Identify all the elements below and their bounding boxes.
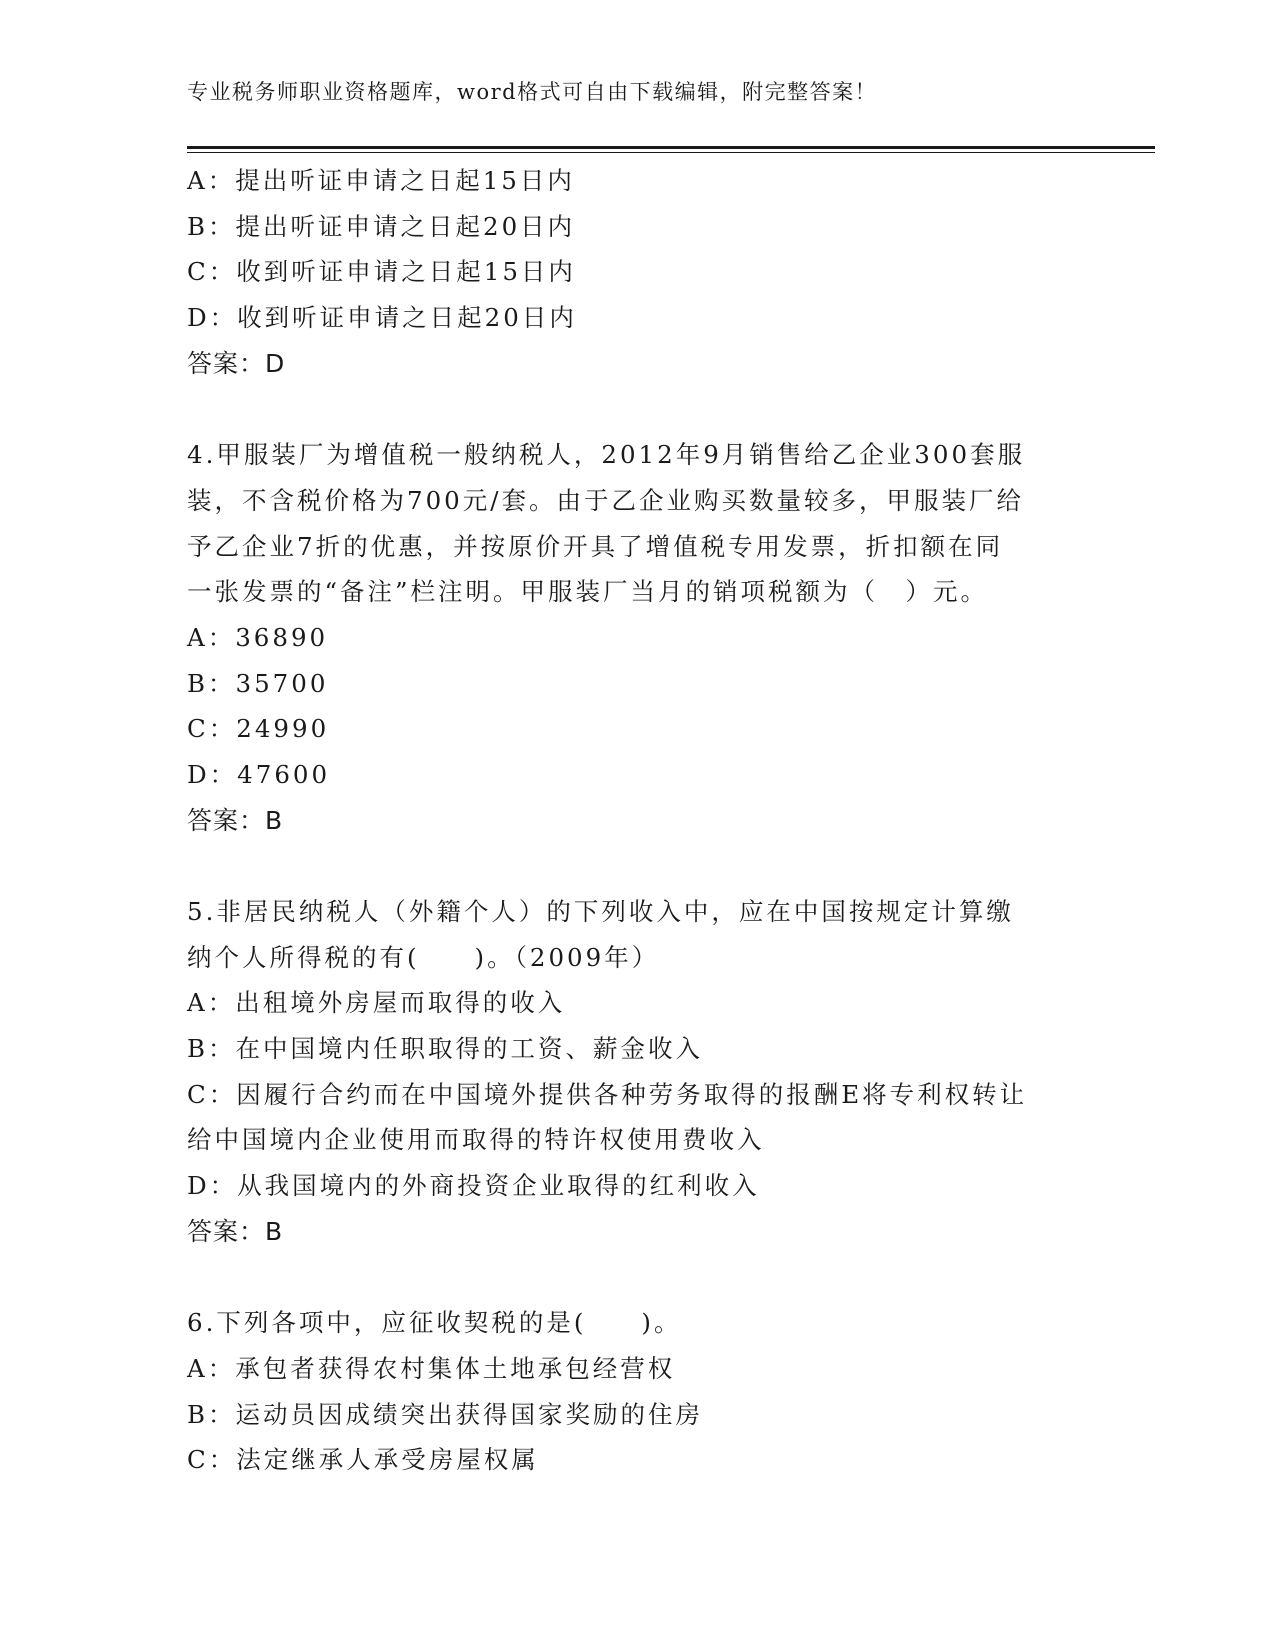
header-rule-thin	[187, 152, 1155, 153]
question-5	[187, 889, 1087, 1255]
page-header: 专业税务师职业资格题库，word格式可自由下载编辑，附完整答案！	[187, 80, 878, 104]
option-b: B：35700	[187, 668, 329, 698]
question-stem-line: 一张发票的“备注”栏注明。甲服装厂当月的销项税额为（ ）元。	[187, 577, 989, 607]
spacer	[187, 1255, 1087, 1301]
question-4	[187, 432, 1087, 843]
option-d: D：从我国境内的外商投资企业取得的红利收入	[187, 1171, 760, 1201]
option-a: A：提出听证申请之日起15日内	[187, 166, 575, 195]
option-b: B：提出听证申请之日起20日内	[187, 211, 576, 241]
answer: 答案：B	[187, 805, 284, 835]
option-b: B：在中国境内任职取得的工资、薪金收入	[187, 1034, 704, 1064]
option-c: C：因履行合约而在中国境外提供各种劳务取得的报酬E将专利权转让	[187, 1079, 1028, 1109]
question-content	[187, 158, 1087, 1483]
answer: 答案：D	[187, 348, 286, 378]
question-stem-line: 纳个人所得税的有( )。（2009年）	[187, 942, 660, 972]
option-c-continued: 给中国境内企业使用而取得的特许权使用费收入	[187, 1125, 765, 1155]
question-stem-line: 装，不含税价格为700元/套。由于乙企业购买数量较多，甲服装厂给	[187, 485, 1025, 515]
option-c: C：24990	[187, 714, 330, 744]
option-d: D：收到听证申请之日起20日内	[187, 303, 577, 333]
option-a: A：出租境外房屋而取得的收入	[187, 988, 566, 1018]
spacer	[187, 386, 1087, 432]
question-stem-line: 予乙企业7折的优惠，并按原价开具了增值税专用发票，折扣额在同	[187, 531, 1004, 561]
answer: 答案：B	[187, 1216, 284, 1246]
option-b: B：运动员因成绩突出获得国家奖励的住房	[187, 1399, 704, 1429]
option-d: D：47600	[187, 759, 331, 789]
question-stem-line: 4.甲服装厂为增值税一般纳税人，2012年9月销售给乙企业300套服	[187, 440, 1026, 470]
option-c: C：收到听证申请之日起15日内	[187, 257, 576, 287]
option-c: C：法定继承人承受房屋权属	[187, 1445, 539, 1475]
question-stem-line: 5.非居民纳税人（外籍个人）的下列收入中，应在中国按规定计算缴	[187, 897, 1014, 926]
header-rule	[187, 146, 1155, 149]
spacer	[187, 843, 1087, 889]
question-6	[187, 1300, 1087, 1483]
option-a: A：36890	[187, 622, 329, 652]
option-a: A：承包者获得农村集体土地承包经营权	[187, 1353, 676, 1383]
question-3	[187, 158, 1087, 386]
question-stem-line: 6.下列各项中，应征收契税的是( )。	[187, 1308, 682, 1338]
